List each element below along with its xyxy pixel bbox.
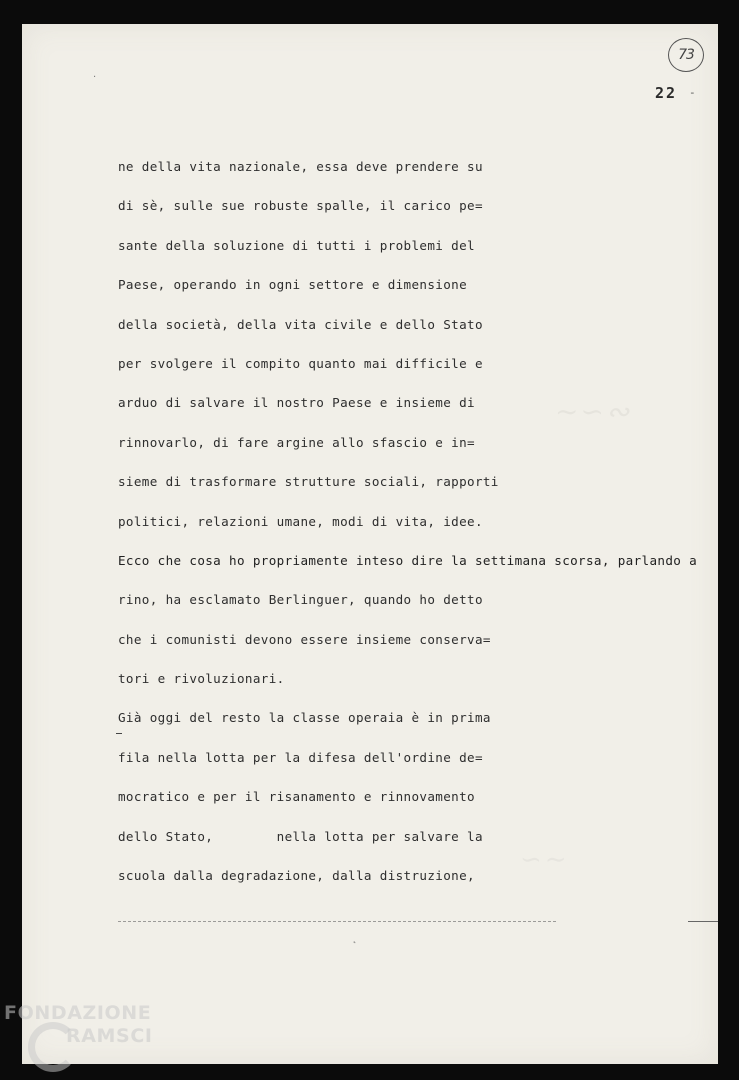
text-line: fila nella lotta per la difesa dell'ordine de=: [118, 749, 483, 765]
watermark-line2: RAMSCI: [66, 1025, 153, 1047]
text-line: Già oggi del resto la classe operaia è in prima: [118, 710, 491, 726]
page-number: 22: [655, 84, 678, 102]
stray-mark: ˛: [352, 933, 357, 944]
archive-watermark-logo: [4, 1000, 184, 1078]
stray-mark: ·: [93, 72, 97, 83]
bleed-through-marks: ∼∽∾: [555, 395, 632, 428]
bleed-through-marks-lower: ∽∼: [520, 845, 570, 875]
text-line: sieme di trasformare strutture sociali, rapporti: [118, 474, 499, 490]
typescript-body: [118, 154, 739, 902]
text-line: mocratico e per il risanamento e rinnovamento: [118, 789, 475, 805]
text-line: di sè, sulle sue robuste spalle, il carico pe=: [118, 198, 483, 214]
typed-rule: [118, 921, 558, 922]
text-line: che i comunisti devono essere insieme conserva=: [118, 631, 491, 647]
text-line: Paese, operando in ogni settore e dimensione: [118, 277, 468, 293]
margin-mark: [116, 733, 122, 734]
text-line: Ecco che cosa ho propriamente inteso dire la settimana scorsa, parlando a: [118, 552, 698, 568]
text-line: politici, relazioni umane, modi di vita, idee.: [118, 513, 483, 529]
watermark-line1: FONDAZIONE: [4, 1002, 152, 1024]
text-line: ne della vita nazionale, essa deve prendere su: [118, 159, 483, 174]
text-line: rino, ha esclamato Berlinguer, quando ho detto: [118, 592, 483, 608]
text-line: per svolgere il compito quanto mai difficile e: [118, 355, 483, 371]
page-number-dash: -: [689, 86, 696, 99]
text-line: dello Stato, nella lotta per salvare la: [118, 828, 483, 844]
text-line: tori e rivoluzionari.: [118, 671, 285, 687]
folio-annotation: 73: [668, 38, 704, 72]
text-line: sante della soluzione di tutti i problemi del: [118, 237, 475, 253]
text-line: della società, della vita civile e dello Stato: [118, 316, 483, 332]
typed-rule-right: [688, 921, 718, 922]
text-line: scuola dalla degradazione, dalla distruzione,: [118, 868, 475, 884]
text-line: arduo di salvare il nostro Paese e insieme di: [118, 395, 475, 411]
text-line: rinnovarlo, di fare argine allo sfascio e in=: [118, 434, 475, 450]
